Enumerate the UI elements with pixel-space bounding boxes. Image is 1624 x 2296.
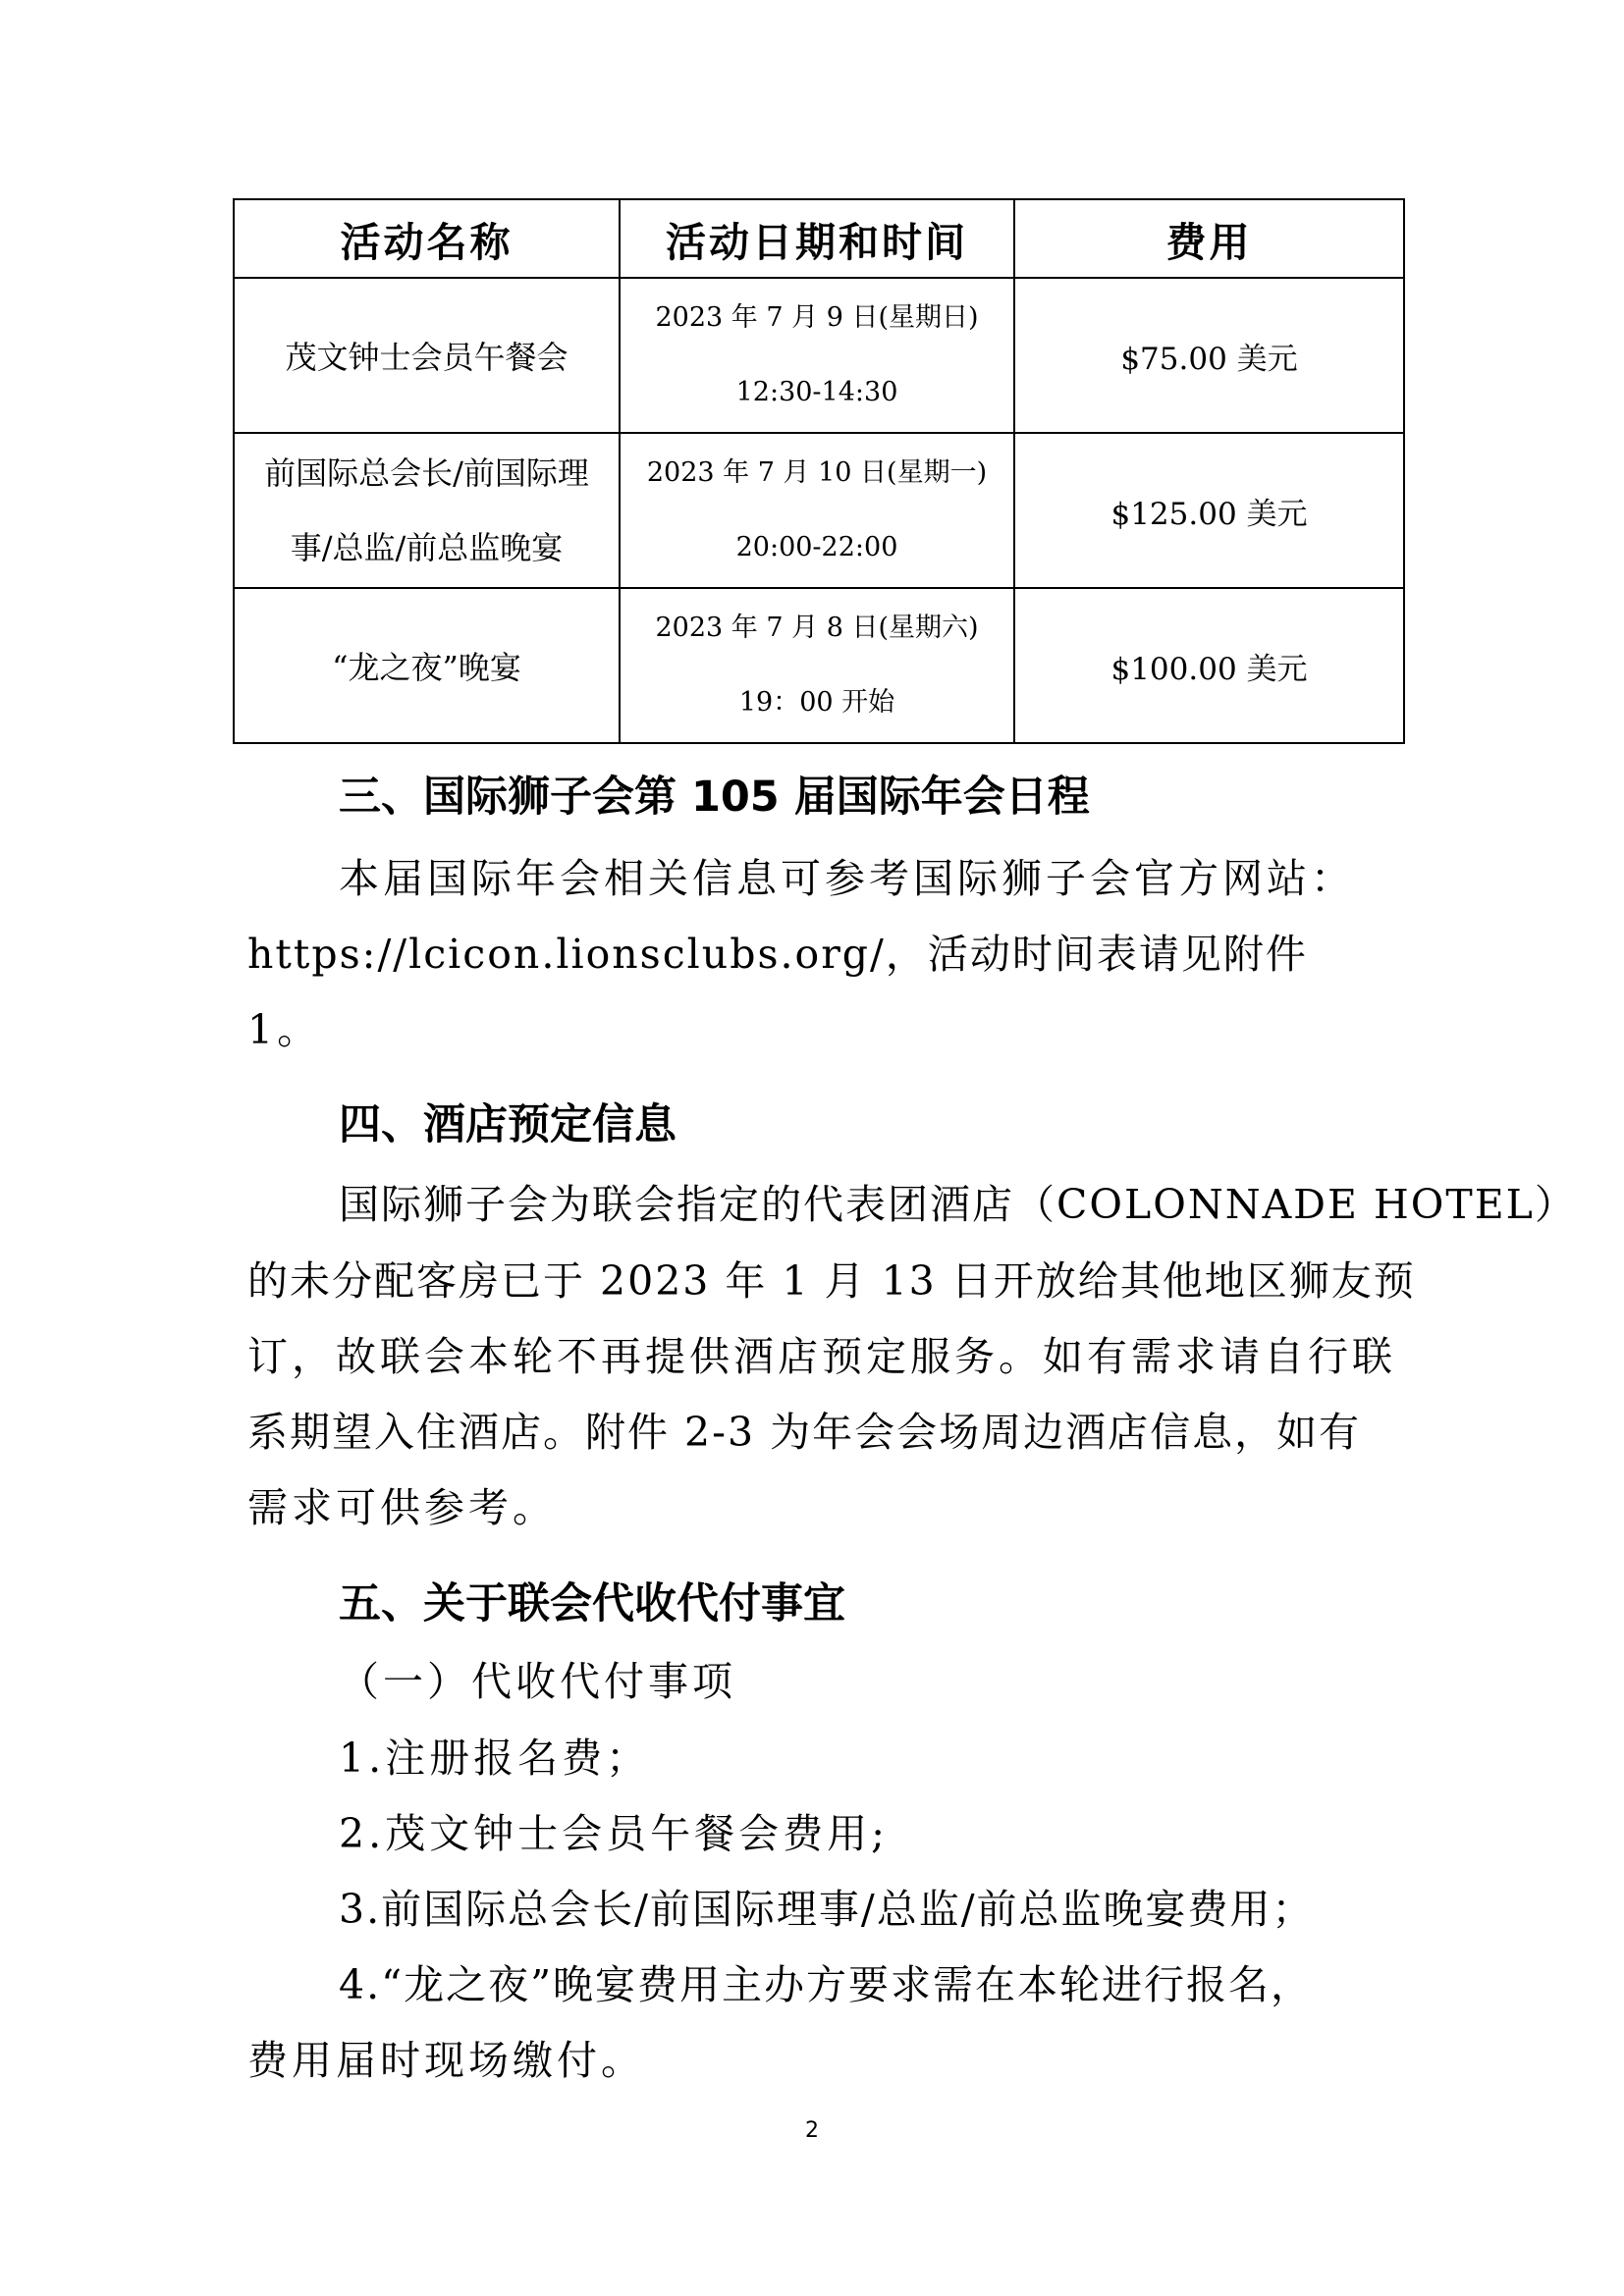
activity-date: 2023 年 7 月 9 日(星期日)	[655, 302, 979, 333]
header-fee: 费用	[1014, 199, 1404, 278]
header-activity-name: 活动名称	[234, 199, 620, 278]
section4-line1: 国际狮子会为联会指定的代表团酒店（COLONNADE HOTEL）	[339, 1181, 1577, 1228]
section4-line2: 的未分配客房已于 2023 年 1 月 13 日开放给其他地区狮友预	[247, 1257, 1416, 1305]
activity-date: 2023 年 7 月 10 日(星期一)	[646, 457, 988, 488]
table-header-row	[234, 199, 1404, 278]
activity-time: 19：00 开始	[738, 687, 895, 718]
section3-line1: 本届国际年会相关信息可参考国际狮子会官方网站：	[339, 855, 1355, 902]
page-number: 2	[805, 2118, 819, 2143]
activity-name-cell	[234, 588, 620, 743]
list-item: 费用届时现场缴付。	[247, 2037, 645, 2084]
activity-name-cell	[234, 433, 620, 588]
datetime-cell	[620, 278, 1014, 433]
section3-heading: 三、国际狮子会第 105 届国际年会日程	[339, 773, 1090, 822]
section4-line5: 需求可供参考。	[247, 1484, 557, 1531]
datetime-cell	[620, 588, 1014, 743]
list-item: 4.“龙之夜”晚宴费用主办方要求需在本轮进行报名，	[339, 1961, 1314, 2008]
activity-name-cell	[234, 278, 620, 433]
section3-line2: https://lcicon.lionsclubs.org/，活动时间表请见附件	[247, 931, 1308, 978]
activity-name-line2: 事/总监/前总监晚宴	[290, 529, 564, 566]
header-activity-datetime: 活动日期和时间	[620, 199, 1014, 278]
section3-line3: 1。	[247, 1006, 322, 1053]
section5-subheading: （一）代收代付事项	[339, 1658, 736, 1705]
events-table	[233, 198, 1405, 744]
activity-name-line1: 前国际总会长/前国际理	[264, 454, 589, 492]
section4-line4: 系期望入住酒店。附件 2-3 为年会会场周边酒店信息，如有	[247, 1409, 1362, 1456]
table-row	[234, 588, 1404, 743]
activity-time: 12:30-14:30	[735, 377, 898, 407]
table-row	[234, 278, 1404, 433]
fee-cell: $125.00 美元	[1014, 433, 1404, 588]
activity-time: 20:00-22:00	[735, 532, 898, 562]
activity-name: “龙之夜”晚宴	[332, 649, 521, 686]
table-row	[234, 433, 1404, 588]
list-item: 2.茂文钟士会员午餐会费用;	[339, 1810, 889, 1857]
datetime-cell	[620, 433, 1014, 588]
list-item: 1.注册报名费；	[339, 1735, 651, 1782]
fee-cell: $100.00 美元	[1014, 588, 1404, 743]
section4-line3: 订，故联会本轮不再提供酒店预定服务。如有需求请自行联	[247, 1333, 1396, 1380]
list-item: 3.前国际总会长/前国际理事/总监/前总监晚宴费用；	[339, 1886, 1315, 1933]
activity-name: 茂文钟士会员午餐会	[285, 339, 568, 376]
activity-date: 2023 年 7 月 8 日(星期六)	[655, 613, 979, 643]
section5-heading: 五、关于联会代收代付事宜	[339, 1579, 845, 1629]
section4-heading: 四、酒店预定信息	[339, 1100, 677, 1149]
fee-cell: $75.00 美元	[1014, 278, 1404, 433]
